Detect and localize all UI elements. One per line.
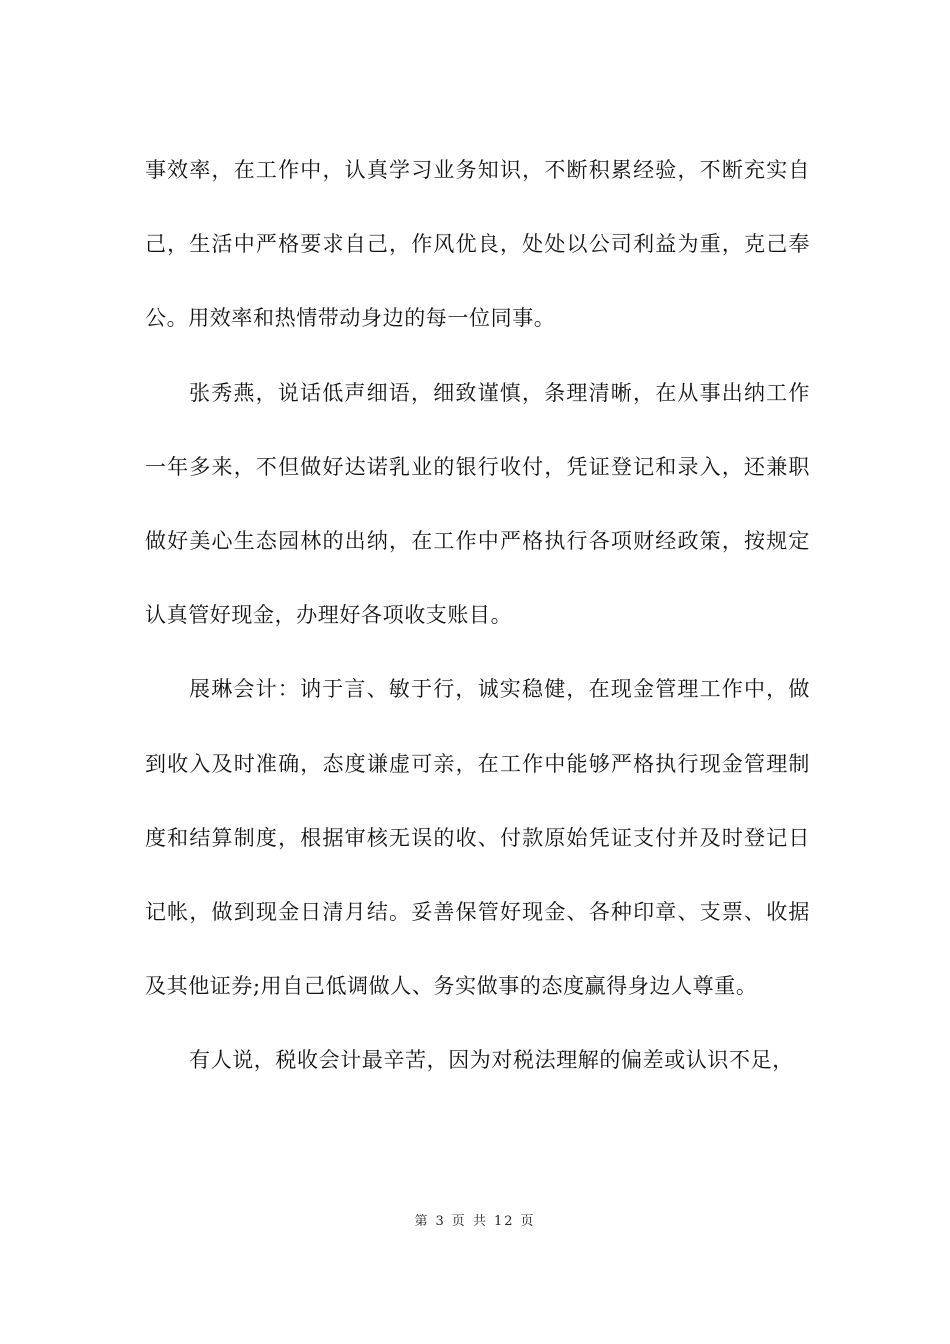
footer-current-page: 3 bbox=[435, 1214, 446, 1229]
footer-suffix: 页 bbox=[520, 1214, 536, 1229]
page-footer bbox=[0, 1210, 950, 1229]
footer-prefix: 第 bbox=[414, 1214, 430, 1229]
footer-total-pages: 12 bbox=[493, 1214, 515, 1229]
paragraph: 有人说，税收会计最辛苦，因为对税法理解的偏差或认识不足， bbox=[189, 1048, 794, 1073]
body-text bbox=[145, 133, 810, 1098]
paragraph: 展琳会计：讷于言、敏于行，诚实稳健，在现金管理工作中，做到收入及时准确，态度谦虚可亲，在工作中能够严格执行现金管理制度和结算制度，根据审核无误的收、付款原始凭证支付并及时登记日记帐，做到现金日清月结。妥善保管好现金、各种印章、支票、收据及其他证券;用自己低调做人、务实做事的态度赢得身边人尊重。 bbox=[145, 677, 810, 999]
paragraph: 张秀燕，说话低声细语，细致谨慎，条理清晰，在从事出纳工作一年多来，不但做好达诺乳业的银行收付，凭证登记和录入，还兼职做好美心生态园林的出纳，在工作中严格执行各项财经政策，按规定认真管好现金，办理好各项收支账目。 bbox=[145, 380, 810, 628]
paragraph: 事效率，在工作中，认真学习业务知识，不断积累经验，不断充实自己，生活中严格要求自己，作风优良，处处以公司利益为重，克己奉公。用效率和热情带动身边的每一位同事。 bbox=[145, 158, 810, 331]
footer-middle: 页 共 bbox=[451, 1214, 488, 1229]
